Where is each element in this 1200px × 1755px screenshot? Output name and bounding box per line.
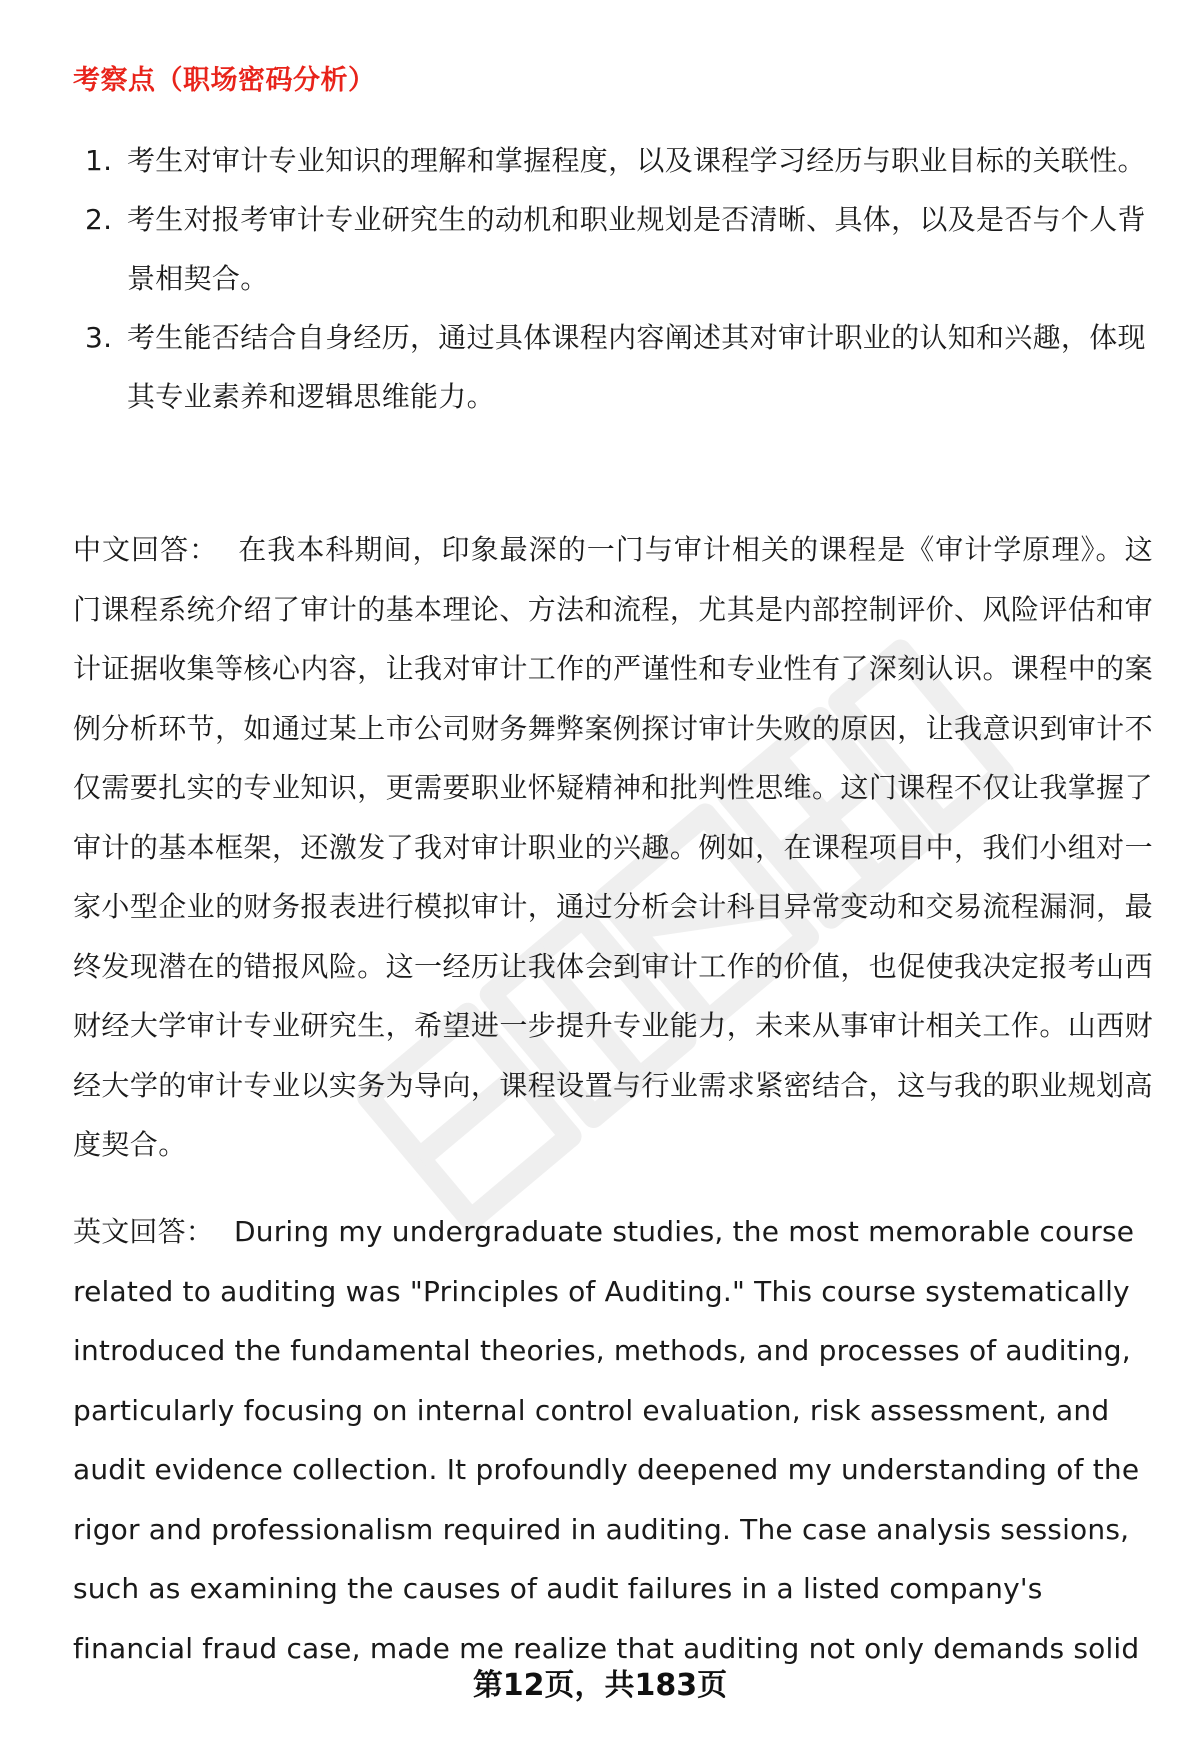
list-item	[73, 308, 1148, 426]
list-item-text: 考生对审计专业知识的理解和掌握程度，以及课程学习经历与职业目标的关联性。	[127, 144, 1146, 177]
chinese-answer-text: 在我本科期间，印象最深的一门与审计相关的课程是《审计学原理》。这门课程系统介绍了审计的基本理论、方法和流程，尤其是内部控制评价、风险评估和审计证据收集等核心内容，让我对审计工作的严谨性和专业性有了深刻认识。课程中的案例分析环节，如通过某上市公司财务舞弊案例探讨审计失败的原因，让我意识到审计不仅需要扎实的专业知识，更需要职业怀疑精神和批判性思维。这门课程不仅让我掌握了审计的基本框架，还激发了我对审计职业的兴趣。例如，在课程项目中，我们小组对一家小型企业的财务报表进行模拟审计，通过分析会计科目异常变动和交易流程漏洞，最终发现潜在的错报风险。这一经历让我体会到审计工作的价值，也促使我决定报考山西财经大学审计专业研究生，希望进一步提升专业能力，未来从事审计相关工作。山西财经大学的审计专业以实务为导向，课程设置与行业需求紧密结合，这与我的职业规划高度契合。	[73, 533, 1153, 1161]
list-item-text: 考生对报考审计专业研究生的动机和职业规划是否清晰、具体，以及是否与个人背景相契合。	[127, 203, 1146, 295]
assessment-points-list	[73, 131, 1148, 426]
list-item-number: 1.	[85, 144, 113, 177]
section-title: 考察点（职场密码分析）	[73, 65, 376, 96]
list-item-text: 考生能否结合自身经历，通过具体课程内容阐述其对审计职业的认知和兴趣，体现其专业素养和逻辑思维能力。	[127, 321, 1146, 413]
list-item	[73, 131, 1148, 190]
english-answer-label: 英文回答：	[73, 1215, 215, 1248]
english-answer-paragraph	[73, 1202, 1153, 1678]
chinese-answer-label: 中文回答：	[73, 533, 219, 566]
list-item	[73, 190, 1148, 308]
chinese-answer-paragraph	[73, 520, 1153, 1175]
list-item-number: 2.	[85, 203, 113, 236]
page-number-footer: 第12页，共183页	[472, 1668, 728, 1703]
english-answer-text: During my undergraduate studies, the most memorable course related to auditing was "Principles of Auditing." This course systematically introduced the fundamental theories, methods, and processes of auditing, particularly focusing on internal control evaluation, risk assessment, and audit evidence collection. It profoundly deepened my understanding of the rigor and professionalism required in auditing. The case analysis sessions, such as examining the causes of audit failures in a listed company's financial fraud case, made me realize that auditing not only demands solid	[73, 1215, 1140, 1665]
list-item-number: 3.	[85, 321, 113, 354]
